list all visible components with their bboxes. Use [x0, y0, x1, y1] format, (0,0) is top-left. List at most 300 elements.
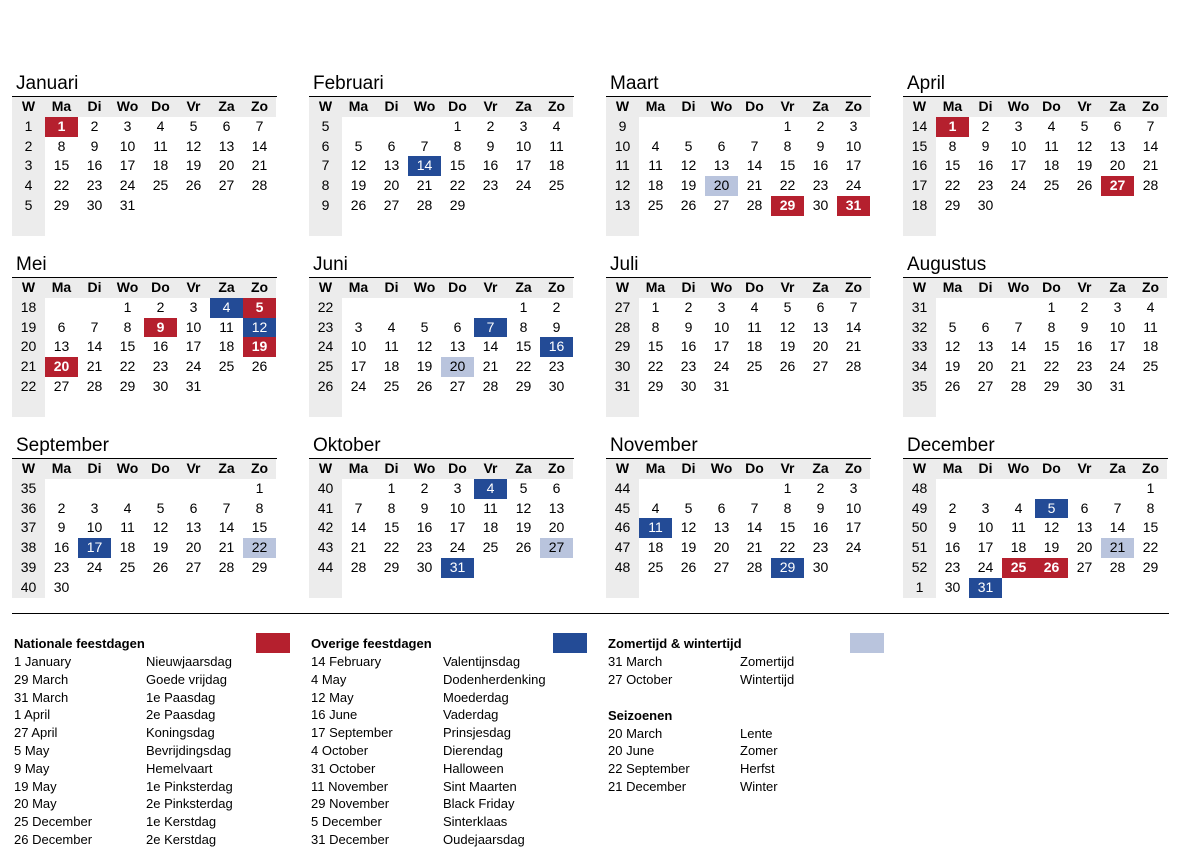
weekday-header: W — [606, 278, 639, 298]
month-grid — [606, 96, 871, 236]
empty-cell — [969, 479, 1002, 499]
week-number: 29 — [606, 337, 639, 357]
empty-cell — [1101, 216, 1134, 236]
month-title: Mei — [16, 254, 47, 275]
day-cell: 9 — [816, 499, 825, 516]
empty-cell — [672, 479, 705, 499]
weekday-header: Do — [738, 97, 771, 117]
week-row — [606, 216, 871, 236]
week-row — [903, 479, 1168, 499]
week-row — [903, 499, 1168, 519]
weekday-header: W — [903, 459, 936, 479]
month-grid — [606, 458, 871, 598]
week-row — [309, 538, 574, 558]
day-cell: 17 — [1010, 157, 1027, 174]
day-cell: 2 — [57, 499, 66, 516]
weekday-header: Zo — [1134, 97, 1167, 117]
legend-date: 27 April — [14, 725, 58, 741]
day-cell: 25 — [647, 196, 664, 213]
weekday-header: Do — [144, 278, 177, 298]
day-cell: 28 — [218, 558, 235, 575]
week-number: 25 — [309, 357, 342, 377]
day-cell: 7 — [354, 499, 363, 516]
empty-cell — [111, 479, 144, 499]
empty-cell — [78, 479, 111, 499]
day-cell: 22 — [1043, 358, 1060, 375]
month-12 — [903, 434, 1168, 598]
day-cell: 14 — [1010, 338, 1027, 355]
day-cell: 9 — [1080, 318, 1089, 335]
week-number: 18 — [903, 196, 936, 216]
weekday-header: Ma — [936, 278, 969, 298]
weekday-header-row — [903, 278, 1168, 298]
day-cell: 3 — [849, 117, 858, 134]
week-number: 48 — [606, 558, 639, 578]
day-cell: 1 — [387, 479, 396, 496]
day-cell: 16 — [812, 157, 829, 174]
day-cell: 27 — [540, 538, 573, 558]
day-cell: 1 — [1047, 298, 1056, 315]
day-cell: 5 — [189, 117, 198, 134]
day-cell: 19 — [680, 177, 697, 194]
weekday-header: Do — [441, 459, 474, 479]
week-row — [309, 499, 574, 519]
day-cell: 10 — [449, 499, 466, 516]
day-cell: 20 — [548, 519, 565, 536]
day-cell: 2 — [684, 298, 693, 315]
week-row — [12, 298, 277, 318]
day-cell: 23 — [152, 358, 169, 375]
day-cell: 26 — [185, 177, 202, 194]
day-cell: 21 — [218, 539, 235, 556]
legend-label: Hemelvaart — [146, 760, 213, 776]
weekday-header: Do — [1035, 278, 1068, 298]
day-cell: 16 — [812, 519, 829, 536]
legend-row — [14, 831, 279, 849]
day-cell: 21 — [845, 338, 862, 355]
week-number: 47 — [606, 538, 639, 558]
legend-date: 31 March — [608, 654, 663, 669]
week-number: 14 — [903, 117, 936, 137]
day-cell: 7 — [750, 499, 759, 516]
day-cell: 3 — [981, 499, 990, 516]
week-number: 41 — [309, 499, 342, 519]
empty-cell — [738, 578, 771, 598]
legend-row — [14, 813, 279, 831]
week-number — [606, 578, 639, 598]
day-cell: 3 — [123, 117, 132, 134]
weekday-header: Di — [375, 97, 408, 117]
empty-cell — [243, 397, 276, 417]
empty-cell — [705, 216, 738, 236]
empty-cell — [639, 117, 672, 137]
week-number: 5 — [12, 196, 45, 216]
month-grid — [903, 96, 1168, 236]
weekday-header: W — [309, 97, 342, 117]
day-cell: 29 — [771, 558, 804, 578]
day-cell: 16 — [540, 337, 573, 357]
legend-label: Zomer — [740, 743, 778, 759]
day-cell: 1 — [783, 117, 792, 134]
legend-label: Zomertijd — [740, 654, 795, 669]
month-6 — [309, 253, 574, 417]
day-cell: 28 — [1010, 377, 1027, 394]
day-cell: 31 — [837, 196, 870, 216]
week-number: 37 — [12, 518, 45, 538]
day-cell: 30 — [86, 196, 103, 213]
day-cell: 12 — [243, 318, 276, 338]
weekday-header: Di — [672, 278, 705, 298]
weekday-header-row — [12, 278, 277, 298]
weekday-header: W — [12, 459, 45, 479]
day-cell: 22 — [779, 539, 796, 556]
week-number: 40 — [12, 578, 45, 598]
day-cell: 12 — [416, 338, 433, 355]
day-cell: 28 — [86, 377, 103, 394]
weekday-header: Di — [78, 278, 111, 298]
empty-cell — [1068, 479, 1101, 499]
day-cell: 16 — [977, 157, 994, 174]
day-cell: 21 — [350, 539, 367, 556]
week-number: 28 — [606, 318, 639, 338]
empty-cell — [837, 377, 870, 397]
empty-cell — [144, 479, 177, 499]
weekday-header: Ma — [342, 97, 375, 117]
week-number — [12, 216, 45, 236]
day-cell: 19 — [416, 358, 433, 375]
week-row — [903, 156, 1168, 176]
empty-cell — [672, 397, 705, 417]
weekday-header: W — [12, 97, 45, 117]
day-cell: 23 — [812, 539, 829, 556]
week-row — [606, 538, 871, 558]
day-cell: 9 — [486, 137, 495, 154]
week-number: 24 — [309, 337, 342, 357]
legend-date: 1 January — [14, 654, 72, 669]
day-cell: 1 — [255, 479, 264, 496]
day-cell: 14 — [746, 157, 763, 174]
empty-cell — [936, 298, 969, 318]
day-cell: 19 — [779, 338, 796, 355]
day-cell: 6 — [453, 318, 462, 335]
day-cell: 8 — [255, 499, 264, 516]
day-cell: 3 — [1113, 298, 1122, 315]
day-cell: 14 — [845, 318, 862, 335]
weekday-header: Ma — [45, 459, 78, 479]
day-cell: 8 — [57, 137, 66, 154]
empty-cell — [144, 196, 177, 216]
day-cell: 11 — [1011, 519, 1026, 536]
day-cell: 17 — [845, 519, 862, 536]
day-cell: 21 — [416, 177, 433, 194]
weekday-header-row — [309, 278, 574, 298]
month-11 — [606, 434, 871, 598]
legend-label: 2e Pinksterdag — [146, 796, 233, 812]
day-cell: 20 — [441, 357, 474, 377]
week-number: 32 — [903, 318, 936, 338]
legend-label: 1e Paasdag — [146, 689, 216, 705]
day-cell: 25 — [383, 377, 400, 394]
day-cell: 1 — [519, 298, 528, 315]
day-cell: 28 — [350, 558, 367, 575]
day-cell: 16 — [86, 157, 103, 174]
day-cell: 20 — [812, 338, 829, 355]
weekday-header: Zo — [837, 459, 870, 479]
week-number: 31 — [903, 298, 936, 318]
legend-row — [14, 778, 279, 796]
week-row — [309, 137, 574, 157]
day-cell: 17 — [977, 539, 994, 556]
day-cell: 12 — [944, 338, 961, 355]
week-row — [12, 337, 277, 357]
legend-label: Dodenherdenking — [443, 671, 546, 687]
weekday-header: Di — [672, 97, 705, 117]
empty-cell — [441, 578, 474, 598]
day-cell: 29 — [119, 377, 136, 394]
day-cell: 4 — [474, 479, 507, 499]
week-row — [309, 357, 574, 377]
day-cell: 21 — [482, 358, 499, 375]
day-cell: 12 — [1043, 519, 1060, 536]
day-cell: 10 — [515, 137, 532, 154]
day-cell: 23 — [482, 177, 499, 194]
weekday-header-row — [903, 459, 1168, 479]
day-cell: 27 — [977, 377, 994, 394]
day-cell: 6 — [552, 479, 561, 496]
day-cell: 22 — [243, 538, 276, 558]
empty-cell — [969, 298, 1002, 318]
week-row — [903, 538, 1168, 558]
empty-cell — [639, 397, 672, 417]
empty-cell — [45, 397, 78, 417]
empty-cell — [177, 216, 210, 236]
day-cell: 30 — [152, 377, 169, 394]
day-cell: 17 — [449, 519, 466, 536]
empty-cell — [408, 578, 441, 598]
week-row — [12, 318, 277, 338]
legend-label: Black Friday — [443, 796, 515, 812]
day-cell: 18 — [218, 338, 235, 355]
month-2 — [309, 72, 574, 236]
empty-cell — [144, 397, 177, 417]
month-5 — [12, 253, 277, 417]
week-number: 20 — [12, 337, 45, 357]
week-row — [12, 156, 277, 176]
week-row — [606, 176, 871, 196]
legend-row — [608, 760, 873, 778]
legend-label: Koningsdag — [146, 725, 215, 741]
day-cell: 30 — [1076, 377, 1093, 394]
week-number: 46 — [606, 518, 639, 538]
week-row — [903, 337, 1168, 357]
day-cell: 20 — [1076, 539, 1093, 556]
day-cell: 3 — [717, 298, 726, 315]
weekday-header: Do — [441, 278, 474, 298]
day-cell: 1 — [936, 117, 969, 137]
week-number — [903, 397, 936, 417]
legend-date: 12 May — [311, 689, 354, 705]
weekday-header: Wo — [111, 459, 144, 479]
empty-cell — [837, 558, 870, 578]
week-row — [606, 298, 871, 318]
weekday-header: Zo — [540, 278, 573, 298]
day-cell: 17 — [185, 338, 202, 355]
legend-date: 31 March — [14, 689, 69, 705]
day-cell: 5 — [420, 318, 429, 335]
legend-date: 31 October — [311, 760, 376, 776]
day-cell: 18 — [119, 539, 136, 556]
legend-other — [311, 633, 576, 849]
empty-cell — [639, 578, 672, 598]
day-cell: 19 — [350, 177, 367, 194]
weekday-header: Wo — [408, 459, 441, 479]
empty-cell — [177, 397, 210, 417]
day-cell: 30 — [812, 558, 829, 575]
empty-cell — [1035, 479, 1068, 499]
day-cell: 15 — [779, 157, 796, 174]
empty-cell — [474, 216, 507, 236]
day-cell: 4 — [156, 117, 165, 134]
day-cell: 1 — [453, 117, 462, 134]
day-cell: 7 — [1146, 117, 1155, 134]
empty-cell — [177, 479, 210, 499]
day-cell: 15 — [53, 157, 70, 174]
weekday-header: Ma — [342, 459, 375, 479]
day-cell: 16 — [680, 338, 697, 355]
week-number: 40 — [309, 479, 342, 499]
empty-cell — [210, 397, 243, 417]
legend-season — [608, 633, 873, 796]
empty-cell — [540, 216, 573, 236]
day-cell: 10 — [350, 338, 367, 355]
week-row — [606, 377, 871, 397]
legend-row — [608, 778, 873, 796]
day-cell: 9 — [57, 519, 66, 536]
weekday-header: Do — [738, 278, 771, 298]
day-cell: 26 — [779, 358, 796, 375]
weekday-header-row — [903, 97, 1168, 117]
day-cell: 31 — [969, 578, 1002, 598]
empty-cell — [78, 216, 111, 236]
weekday-header: Vr — [474, 97, 507, 117]
day-cell: 24 — [713, 358, 730, 375]
day-cell: 21 — [251, 157, 268, 174]
week-number: 34 — [903, 357, 936, 377]
week-number: 1 — [903, 578, 936, 598]
day-cell: 11 — [648, 157, 663, 174]
day-cell: 26 — [350, 196, 367, 213]
legend-seasons-list — [608, 725, 873, 796]
week-row — [903, 377, 1168, 397]
legend-date: 27 October — [608, 671, 673, 687]
weekday-header: Vr — [177, 278, 210, 298]
week-row — [606, 357, 871, 377]
week-row — [309, 216, 574, 236]
legend-label: Bevrijdingsdag — [146, 742, 232, 758]
day-cell: 8 — [783, 137, 792, 154]
day-cell: 13 — [1109, 137, 1126, 154]
legend-date: 21 December — [608, 778, 687, 794]
day-cell: 27 — [383, 196, 400, 213]
weekday-header: Za — [210, 459, 243, 479]
day-cell: 26 — [251, 358, 268, 375]
day-cell: 12 — [680, 519, 697, 536]
legend-national-title: Nationale feestdagen — [14, 635, 145, 651]
week-number: 50 — [903, 518, 936, 538]
empty-cell — [1134, 216, 1167, 236]
day-cell: 23 — [548, 358, 565, 375]
week-number: 3 — [12, 156, 45, 176]
day-cell: 28 — [416, 196, 433, 213]
empty-cell — [441, 397, 474, 417]
weekday-header-row — [12, 97, 277, 117]
weekday-header: Ma — [45, 278, 78, 298]
day-cell: 29 — [647, 377, 664, 394]
empty-cell — [177, 196, 210, 216]
day-cell: 18 — [647, 539, 664, 556]
day-cell: 29 — [1043, 377, 1060, 394]
day-cell: 27 — [449, 377, 466, 394]
weekday-header: Wo — [705, 278, 738, 298]
legend-row — [311, 813, 576, 831]
day-cell: 23 — [53, 558, 70, 575]
week-number: 44 — [606, 479, 639, 499]
day-cell: 18 — [1010, 539, 1027, 556]
week-row — [12, 538, 277, 558]
month-grid — [309, 277, 574, 417]
day-cell: 12 — [680, 157, 697, 174]
month-title: December — [907, 435, 995, 456]
day-cell: 29 — [771, 196, 804, 216]
day-cell: 23 — [1076, 358, 1093, 375]
empty-cell — [1101, 479, 1134, 499]
day-cell: 24 — [845, 177, 862, 194]
weekday-header: Zo — [1134, 459, 1167, 479]
empty-cell — [210, 196, 243, 216]
day-cell: 6 — [1113, 117, 1122, 134]
weekday-header: Zo — [837, 278, 870, 298]
legend-other-list — [311, 653, 576, 849]
day-cell: 27 — [713, 558, 730, 575]
season-swatch — [850, 633, 884, 653]
day-cell: 14 — [218, 519, 235, 536]
empty-cell — [738, 216, 771, 236]
weekday-header: Zo — [243, 278, 276, 298]
day-cell: 2 — [948, 499, 957, 516]
weekday-header: Wo — [705, 97, 738, 117]
day-cell: 30 — [53, 578, 70, 595]
weekday-header: Zo — [540, 459, 573, 479]
week-row — [903, 117, 1168, 137]
day-cell: 30 — [548, 377, 565, 394]
day-cell: 2 — [816, 479, 825, 496]
week-number — [309, 578, 342, 598]
empty-cell — [408, 216, 441, 236]
day-cell: 10 — [845, 499, 862, 516]
empty-cell — [45, 216, 78, 236]
legend-row — [608, 671, 873, 689]
day-cell: 20 — [705, 176, 738, 196]
weekday-header: W — [309, 278, 342, 298]
national-swatch — [256, 633, 290, 653]
weekday-header-row — [606, 278, 871, 298]
week-number — [309, 216, 342, 236]
day-cell: 11 — [384, 338, 399, 355]
legend-row — [608, 742, 873, 760]
day-cell: 1 — [783, 479, 792, 496]
legend-label: Dierendag — [443, 742, 503, 758]
empty-cell — [804, 397, 837, 417]
